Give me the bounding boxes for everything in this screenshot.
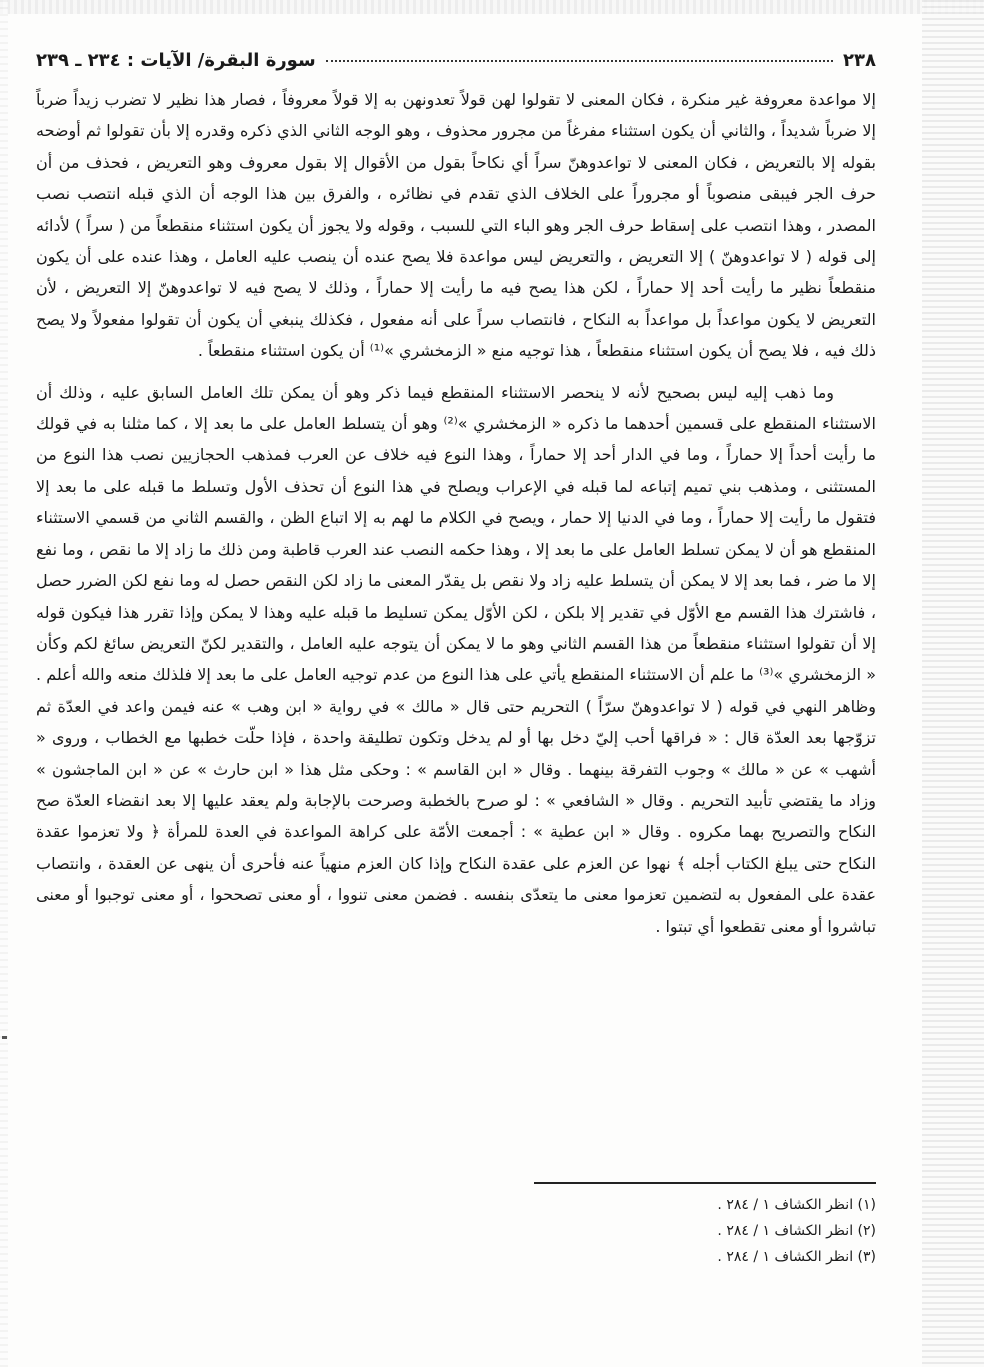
footnote-2: (٢) انظر الكشاف ١ / ٢٨٤ . (717, 1223, 876, 1239)
scan-noise-right (922, 0, 984, 1367)
footnote-separator (534, 1182, 876, 1184)
footnote-3: (٣) انظر الكشاف ١ / ٢٨٤ . (717, 1249, 876, 1265)
page-number: ٢٣٨ (843, 49, 876, 71)
header-dot-leader (326, 59, 833, 62)
paragraph-2: وما ذهب إليه ليس بصحيح لأنه لا ينحصر الاستثناء المنقطع فيما ذكر وهو أن يمكن تلك العامل السابق عليه ، وذلك أن الاستثناء المنقطع على قسمين أحدهما ما ذكره « الزمخشري »⁽²⁾ وهو أن يتسلط العامل على ما بعد إلا ، كما مثلنا به في قولك ما رأيت أحداً إلا حماراً ، وما في الدار أحد إلا حماراً ، وهذا النوع فيه خلاف عن العرب فمذهب الحجازيين نصب هذا النوع من المستثنى ، ومذهب بني تميم إتباعه لما قبله في الإعراب ويصلح في هذا النوع أن تحذف الأول وتسلط ما قبله على ما بعد إلا فتقول ما رأيت إلا حماراً ، وما في الدنيا إلا حمار ، ويصح في الكلام ما لهم به إلا اتباع الظن ، والقسم الثاني من قسمي الاستثناء المنقطع هو أن لا يمكن تسلط العامل على ما بعد إلا ، وهذا حكمه النصب عند العرب قاطبة ومن ذلك ما زاد إلا ما نقص ، وما نفع إلا ما ضر ، فما بعد إلا لا يمكن أن يتسلط عليه زاد ولا نقص بل يقدّر المعنى ما زاد لكن النقص حصل له وما نفع لكن الضرر حصل ، فاشترك هذا القسم مع الأوّل في تقدير إلا بلكن ، لكن الأوّل يمكن تسليط ما قبله عليه وهذا لا يمكن وإذا تقرر هذا فيكون قوله إلا أن تقولوا استثناء منقطعاً من هذا القسم الثاني وهو ما لا يمكن أن يتوجه عليه العامل ، والتقدير لكنّ التعريض سائغ لكم وكأن « الزمخشري »⁽³⁾ ما علم أن الاستثناء المنقطع يأتي على هذا النوع من عدم توجيه العامل على ما بعد إلا فلذلك منعه والله أعلم . وظاهر النهي في قوله ( لا تواعدوهنّ سرّاً ) التحريم حتى قال « مالك » في رواية « ابن وهب » عنه فيمن واعد في العدّة ثم تزوّجها بعد العدّة قال : « فراقها أحب إليّ دخل بها أو لم يدخل وتكون تطليقة واحدة ، فإذا حلّت خطبها مع الخطاب ، وروى « أشهب » عن « مالك » وجوب التفرقة بينهما . وقال « ابن القاسم » : وحكى مثل هذا « ابن حارث » عن « ابن الماجشون » وزاد ما يقتضي تأبيد التحريم . وقال « الشافعي » : لو صرح بالخطبة وصرحت بالإجابة ولم يعقد عليها إلا بعد انقضاء العدّة صح النكاح والتصريح بهما مكروه . وقال « ابن عطية » : أجمعت الأمّة على كراهة المواعدة في العدة للمرأة ﴿ ولا تعزموا عقدة النكاح حتى يبلغ الكتاب أجله ﴾ نهوا عن العزم على عقدة النكاح وإذا كان العزم منهياً عنه فأحرى أن ينهى عن العقدة ، وانتصاب عقدة على المفعول به لتضمين تعزموا معنى ما يتعدّى بنفسه . فضمن معنى تنووا ، أو معنى تصححوا ، أو معنى توجبوا أو معنى تباشروا أو معنى تقطعوا أي تبتوا . (36, 382, 877, 936)
main-text (36, 84, 876, 942)
footnote-1: (١) انظر الكشاف ١ / ٢٨٤ . (717, 1197, 876, 1213)
page-header (36, 42, 876, 78)
footnotes (536, 1192, 876, 1270)
margin-mark (2, 1036, 7, 1039)
paragraph-1: إلا مواعدة معروفة غير منكرة ، فكان المعنى لا تقولوا لهن قولاً تعدونهن به إلا قولاً معروفاً ، فصار هذا نظير لا تضرب زيداً ضرباً إلا ضرباً شديداً ، والثاني أن يكون استثناء مفرغاً من مجرور محذوف ، وهو الوجه الثاني الذي ذكره وقدره إلا بأن تقولوا ثم أوضحه بقوله إلا بالتعريض ، فكان المعنى لا تواعدوهنّ سراً أي نكاحاً بقول من الأقوال إلا بقول معروف وهو التعريض ، فحذف من أن حرف الجر فيبقى منصوباً أو مجروراً على الخلاف الذي تقدم في نظائره ، والفرق بين هذا الوجه أن الذي قبله انتصب نصب المصدر ، وهذا انتصب على إسقاط حرف الجر وهو الباء التي للسبب ، وقوله ولا يجوز أن يكون استثناء منقطعاً من ( سراً ) لأدائه إلى قوله ( لا تواعدوهنّ ) إلا التعريض ، والتعريض ليس مواعدة فلا يصح عنده أن ينصب عليه العامل ، وهذا عنده على أن يكون منقطعاً نظير ما رأيت أحد إلا حماراً ، لكن هذا يصح فيه ما رأيت إلا حماراً ، وذلك لا يصح فيه لا تواعدوهنّ إلا التعريض ، لأن التعريض لا يكون مواعداً بل مواعداً به النكاح ، فانتصاب سراً على أنه مفعول ، فكذلك ينبغي أن يكون أن تقولوا مفعولاً ولا يصح ذلك فيه ، فلا يصح أن يكون استثناء منقطعاً ، هذا توجيه منع « الزمخشري »⁽¹⁾ أن يكون استثناء منقطعاً . (36, 90, 876, 361)
scan-noise-top (0, 0, 984, 14)
running-title: سورة البقرة/ الآيات : ٢٣٤ ـ ٢٣٩ (36, 49, 316, 71)
scan-noise-left (0, 0, 8, 1367)
